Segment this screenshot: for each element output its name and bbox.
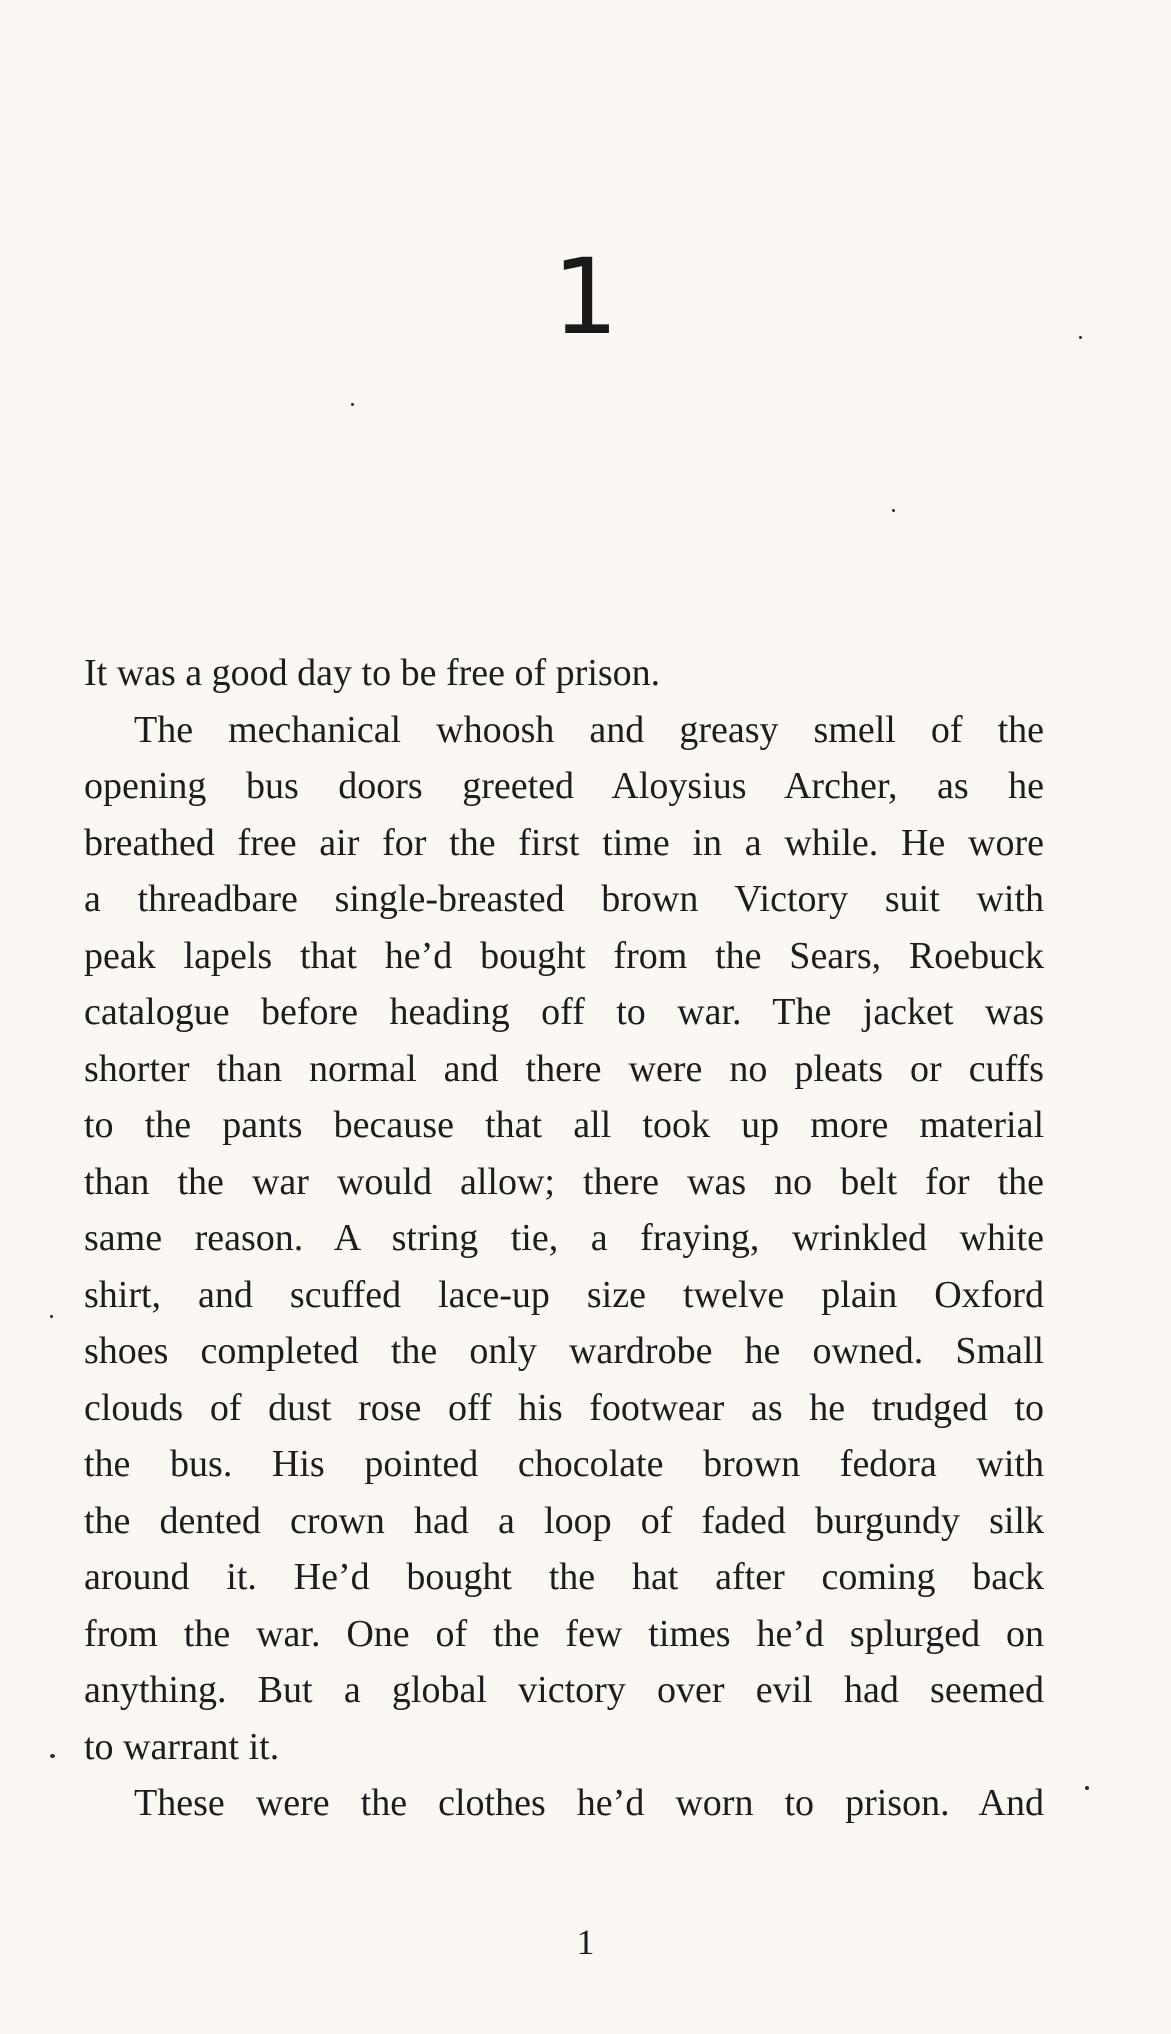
text-line: These were the clothes he’d worn to prison. And xyxy=(134,1782,1044,1824)
text-line: around it. He’d bought the hat after coming back xyxy=(84,1556,1044,1598)
text-line: opening bus doors greeted Aloysius Archer, as he xyxy=(84,765,1044,807)
text-line: same reason. A string tie, a fraying, wrinkled white xyxy=(84,1217,1044,1259)
ink-speck xyxy=(892,509,895,512)
text-line: peak lapels that he’d bought from the Sears, Roebuck xyxy=(84,934,1044,977)
text-line: clouds of dust rose off his footwear as he trudged to xyxy=(84,1386,1044,1429)
page-number: 1 xyxy=(576,1922,595,1962)
text-line: shorter than normal and there were no pleats or cuffs xyxy=(84,1047,1044,1090)
ink-speck xyxy=(1085,1786,1089,1790)
text-line: The mechanical whoosh and greasy smell of the xyxy=(134,708,1044,751)
text-line: the dented crown had a loop of faded burgundy silk xyxy=(84,1499,1044,1542)
ink-speck xyxy=(50,1754,55,1758)
text-line: It was a good day to be free of prison. xyxy=(84,652,661,694)
text-line: anything. But a global victory over evil had seemed xyxy=(84,1669,1044,1711)
ink-speck xyxy=(351,403,354,406)
text-line: from the war. One of the few times he’d splurged on xyxy=(84,1612,1044,1655)
text-line: the bus. His pointed chocolate brown fedora with xyxy=(84,1443,1044,1485)
text-line: a threadbare single-breasted brown Victory suit with xyxy=(84,878,1044,920)
text-line: shirt, and scuffed lace-up size twelve plain Oxford xyxy=(84,1273,1044,1316)
chapter-number: 1 xyxy=(552,236,619,358)
text-line: catalogue before heading off to war. The jacket was xyxy=(84,991,1044,1033)
chapter-text xyxy=(84,645,1044,1832)
text-line: breathed free air for the first time in a while. He wore xyxy=(84,821,1044,864)
ink-speck xyxy=(1079,336,1082,339)
text-line: to the pants because that all took up more material xyxy=(84,1104,1044,1146)
ink-speck xyxy=(50,1315,53,1318)
text-line: shoes completed the only wardrobe he owned. Small xyxy=(84,1330,1044,1372)
text-line: to warrant it. xyxy=(84,1725,280,1768)
text-line: than the war would allow; there was no belt for the xyxy=(84,1160,1044,1203)
